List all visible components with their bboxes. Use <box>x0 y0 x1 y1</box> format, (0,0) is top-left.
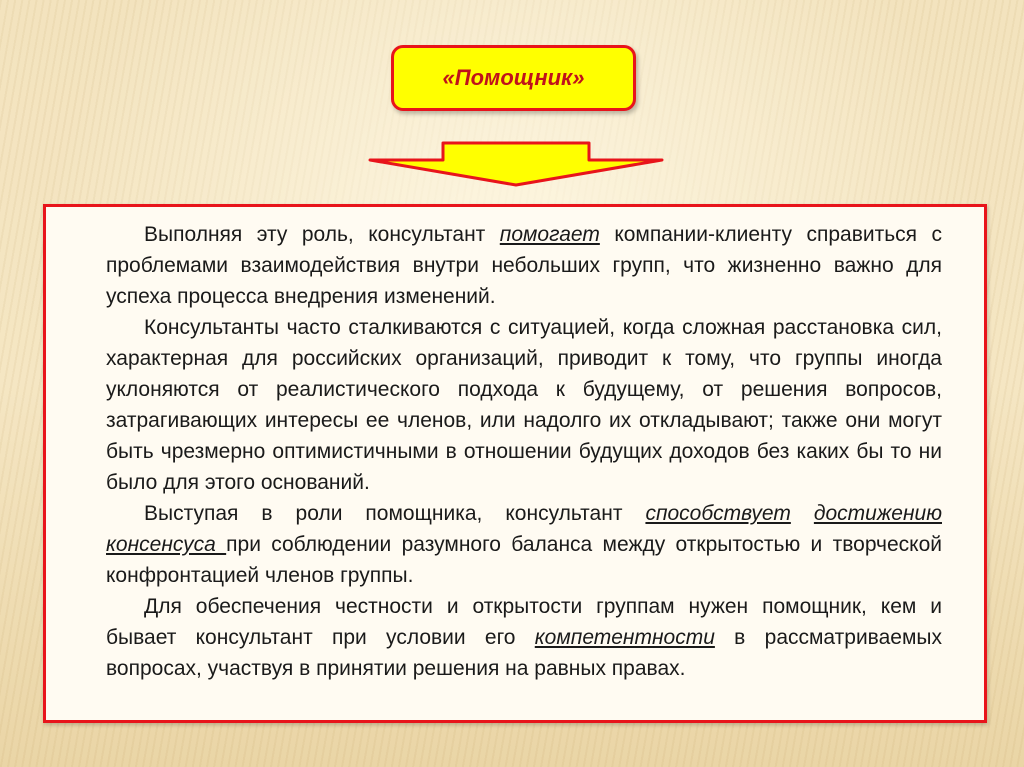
text-segment: Выступая в роли помощника, консультант <box>144 502 646 525</box>
down-arrow-icon <box>368 141 664 187</box>
emphasized-term: достижению консенсуса <box>106 502 942 556</box>
emphasized-term: компетентности <box>534 626 715 649</box>
content-box <box>43 204 987 723</box>
slide-title: «Помощник» <box>442 65 585 90</box>
paragraph <box>106 591 942 684</box>
paragraph <box>106 498 942 591</box>
text-segment: Выполняя эту роль, консультант <box>144 223 500 246</box>
emphasized-term: помогает <box>499 223 600 246</box>
text-segment <box>791 502 814 525</box>
paragraph <box>106 312 942 498</box>
text-segment: в рассматриваемых вопросах, участвуя в принятии решения на равных правах. <box>106 626 942 680</box>
text-segment: при соблюдении разумного баланса между открытостью и творческой конфронтацией членов группы. <box>106 533 942 587</box>
text-segment: Консультанты часто сталкиваются с ситуацией, когда сложная расстановка сил, характерная для российских организаций, приводит к тому, что группы иногда уклоняются от реалистического подхода к будущему, от решения вопросов, затрагивающих интересы ее членов, или надолго их откладывают; также они могут быть чрезмерно оптимистичными в отношении будущих доходов без каких бы то ни было для этого оснований. <box>106 316 942 494</box>
paragraph <box>106 219 942 312</box>
emphasized-term: способствует <box>645 502 791 525</box>
title-box <box>391 45 636 111</box>
text-segment: компании-клиенту справиться с проблемами взаимодействия внутри небольших групп, что жизненно важно для успеха процесса внедрения изменений. <box>106 223 942 308</box>
text-segment: Для обеспечения честности и открытости группам нужен помощник, кем и бывает консультант при условии его <box>106 595 942 649</box>
